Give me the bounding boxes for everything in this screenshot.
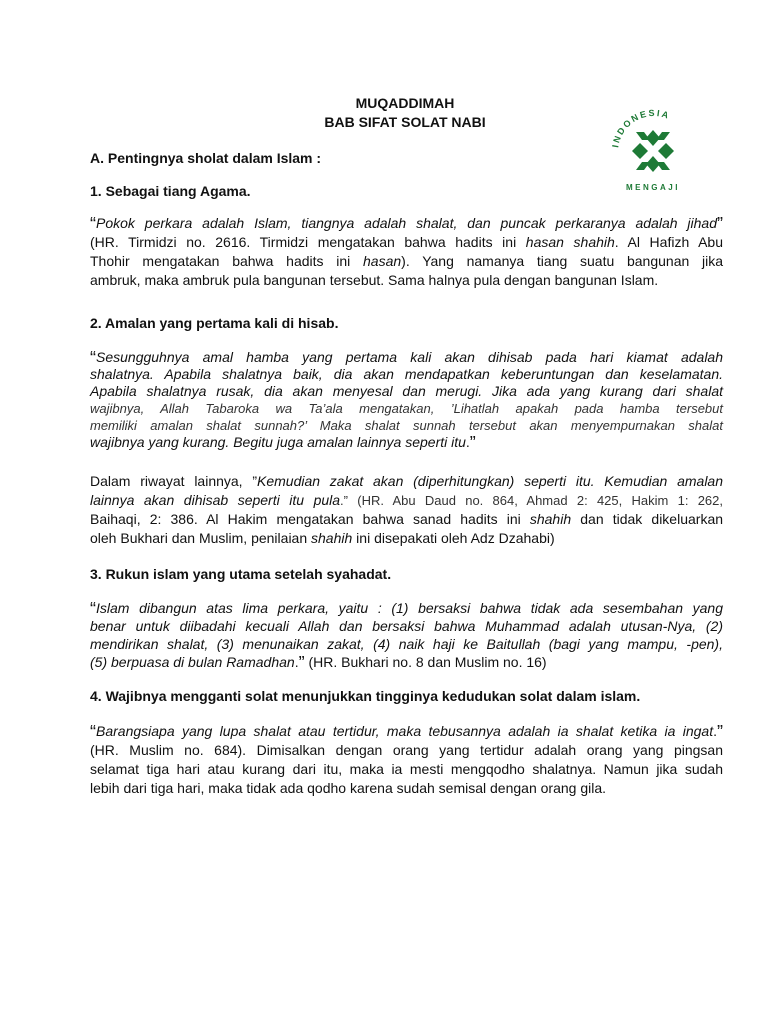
document-title: MUQADDIMAH [355, 95, 455, 111]
section-1-paragraph [90, 214, 723, 290]
section-3-quote: “Islam dibangun atas lima perkara, yaitu : (1) bersaksi bahwa tidak ada sesembahan yang benar untuk diibadahi kecuali Allah dan bersaksi bahwa Muhammad adalah utusan-Nya, (2) mendirikan shalat, (3) menunaikan zakat, (4) naik haji ke Baitullah (bagi yang mampu, -pen), (5) berpuasa di bulan Ramadhan.” (HR. Bukhari no. 8 dan Muslim no. 16) [90, 599, 723, 673]
section-2-heading: 2. Amalan yang pertama kali di hisab. [90, 315, 339, 331]
section-2-riwayat: Dalam riwayat lainnya, ”Kemudian zakat akan (diperhitungkan) seperti itu. Kemudian amalan lainnya akan dihisab seperti itu pula.” (HR. Abu Daud no. 864, Ahmad 2: 425, Hakim 1: 262, Baihaqi, 2: 386. Al Hakim mengatakan bahwa sanad hadits ini shahih dan tidak dikeluarkan oleh Bukhari dan Muslim, penilaian shahih ini disepakati oleh Adz Dzahabi) [90, 473, 724, 546]
line: Thohir mengatakan bahwa hadits ini hasan). Yang namanya tiang suatu bangunan jika [90, 253, 723, 269]
section-1-heading: 1. Sebagai tiang Agama. [90, 183, 251, 199]
indonesia-mengaji-logo [608, 100, 698, 195]
line: “Pokok perkara adalah Islam, tiangnya adalah shalat, dan puncak perkaranya adalah jihad” [90, 214, 723, 234]
hadith-quote: Pokok perkara adalah Islam, tiangnya adalah shalat, dan puncak perkaranya adalah jihad [96, 215, 717, 231]
section-a-heading: A. Pentingnya sholat dalam Islam : [90, 150, 322, 166]
logo-arc-text: INDONESIA [610, 107, 672, 149]
section-4-heading: 4. Wajibnya mengganti solat menunjukkan tingginya kedudukan solat dalam islam. [90, 688, 641, 704]
section-4-paragraph: “Barangsiapa yang lupa shalat atau tertidur, maka tebusannya adalah ia shalat ketika ia ingat.” (HR. Muslim no. 684). Dimisalkan dengan orang yang tertidur adalah orang yang pingsan selamat tiga hari atau kurang dari itu, maka ia mesti mengqodho shalatnya. Namun jika sudah lebih dari tiga hari, maka tidak ada qodho karena sudah semisal dengan orang gila. [90, 722, 723, 796]
section-3-heading: 3. Rukun islam yang utama setelah syahadat. [90, 566, 392, 582]
line: (HR. Tirmidzi no. 2616. Tirmidzi mengatakan bahwa hadits ini hasan shahih. Al Hafizh Abu [90, 234, 723, 250]
logo-emblem [632, 130, 674, 172]
section-2-quote: “Sesungguhnya amal hamba yang pertama kali akan dihisab pada hari kiamat adalah shalatnya. Apabila shalatnya baik, dia akan mendapatkan keberuntungan dan keselamatan. Apabila shalatnya rusak, dia akan menyesal dan merugi. Jika ada yang kurang dari shalat wajibnya, Allah Tabaroka wa Ta’ala mengatakan, ’Lihatlah apakah pada hamba tersebut memiliki amalan shalat sunnah?’ Maka shalat sunnah tersebut akan menyempurnakan shalat wajibnya yang kurang. Begitu juga amalan lainnya seperti itu.” [90, 348, 723, 453]
logo-bottom-text: MENGAJI [626, 183, 680, 192]
line: ambruk, maka ambruk pula bangunan tersebut. Sama halnya pula dengan bangunan Islam. [90, 272, 659, 288]
document-subtitle: BAB SIFAT SOLAT NABI [324, 114, 486, 130]
